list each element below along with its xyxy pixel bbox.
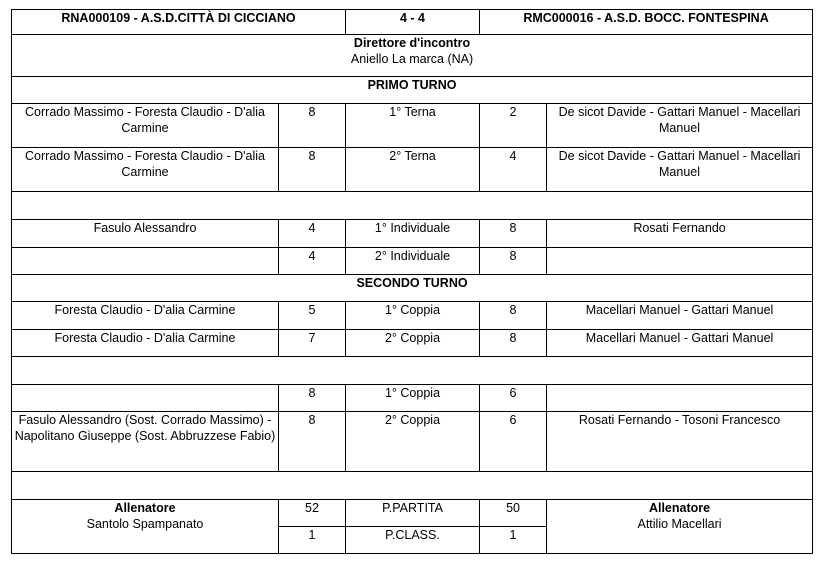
away-score: 8 xyxy=(480,248,547,275)
home-score: 4 xyxy=(279,248,346,275)
home-players xyxy=(12,385,279,412)
away-players xyxy=(547,385,813,412)
away-players xyxy=(547,248,813,275)
away-score: 2 xyxy=(480,104,547,148)
home-score: 5 xyxy=(279,302,346,330)
home-players: Corrado Massimo - Foresta Claudio - D'alia Carmine xyxy=(12,148,279,192)
home-players: Corrado Massimo - Foresta Claudio - D'alia Carmine xyxy=(12,104,279,148)
spacer-cell xyxy=(12,472,813,500)
game-type: 2° Individuale xyxy=(346,248,480,275)
home-players: Fasulo Alessandro (Sost. Corrado Massimo) - Napolitano Giuseppe (Sost. Abbruzzese Fabio) xyxy=(12,412,279,472)
first-round-title-row xyxy=(12,77,813,104)
class-label: P.CLASS. xyxy=(346,527,480,554)
away-coach-name: Attilio Macellari xyxy=(637,517,722,531)
home-score: 7 xyxy=(279,330,346,357)
game-type: 1° Individuale xyxy=(346,220,480,248)
spacer-cell xyxy=(12,192,813,220)
header-row xyxy=(12,10,813,35)
game-type: 2° Terna xyxy=(346,148,480,192)
away-score: 6 xyxy=(480,412,547,472)
game-type: 1° Coppia xyxy=(346,302,480,330)
home-coach-label: Allenatore xyxy=(114,501,176,515)
spacer-row xyxy=(12,357,813,385)
home-players: Fasulo Alessandro xyxy=(12,220,279,248)
away-team: RMC000016 - A.S.D. BOCC. FONTESPINA xyxy=(480,10,813,35)
home-coach-name: Santolo Spampanato xyxy=(86,517,204,531)
footer-row xyxy=(12,500,813,527)
away-players: Macellari Manuel - Gattari Manuel xyxy=(547,302,813,330)
away-players: Rosati Fernando xyxy=(547,220,813,248)
table-row xyxy=(12,412,813,472)
away-score: 8 xyxy=(480,330,547,357)
home-team: RNA000109 - A.S.D.CITTÀ DI CICCIANO xyxy=(12,10,346,35)
table-row xyxy=(12,302,813,330)
home-players: Foresta Claudio - D'alia Carmine xyxy=(12,302,279,330)
home-score: 4 xyxy=(279,220,346,248)
away-score: 6 xyxy=(480,385,547,412)
home-score: 8 xyxy=(279,385,346,412)
first-round-title: PRIMO TURNO xyxy=(12,77,813,104)
home-score: 8 xyxy=(279,412,346,472)
away-coach-label: Allenatore xyxy=(648,501,711,515)
director-cell xyxy=(12,35,813,77)
game-type: 1° Coppia xyxy=(346,385,480,412)
home-players xyxy=(12,248,279,275)
away-score: 4 xyxy=(480,148,547,192)
table-row xyxy=(12,220,813,248)
director-name: Aniello La marca (NA) xyxy=(350,52,474,66)
partita-label: P.PARTITA xyxy=(346,500,480,527)
table-row xyxy=(12,104,813,148)
away-coach-cell xyxy=(547,500,813,554)
away-players: De sicot Davide - Gattari Manuel - Macellari Manuel xyxy=(547,104,813,148)
game-type: 2° Coppia xyxy=(346,330,480,357)
away-players: Rosati Fernando - Tosoni Francesco xyxy=(547,412,813,472)
spacer-cell xyxy=(12,357,813,385)
game-type: 2° Coppia xyxy=(346,412,480,472)
game-type: 1° Terna xyxy=(346,104,480,148)
final-score: 4 - 4 xyxy=(346,10,480,35)
match-report-table xyxy=(11,9,813,554)
away-score: 8 xyxy=(480,302,547,330)
second-round-title-row xyxy=(12,275,813,302)
away-partita-points: 50 xyxy=(480,500,547,527)
home-score: 8 xyxy=(279,148,346,192)
spacer-row xyxy=(12,192,813,220)
home-score: 8 xyxy=(279,104,346,148)
table-row xyxy=(12,385,813,412)
table-row xyxy=(12,330,813,357)
home-partita-points: 52 xyxy=(279,500,346,527)
spacer-row xyxy=(12,472,813,500)
away-class-points: 1 xyxy=(480,527,547,554)
director-row xyxy=(12,35,813,77)
home-class-points: 1 xyxy=(279,527,346,554)
home-coach-cell xyxy=(12,500,279,554)
table-row xyxy=(12,248,813,275)
second-round-title: SECONDO TURNO xyxy=(12,275,813,302)
table-row xyxy=(12,148,813,192)
away-players: De sicot Davide - Gattari Manuel - Macellari Manuel xyxy=(547,148,813,192)
away-score: 8 xyxy=(480,220,547,248)
away-players: Macellari Manuel - Gattari Manuel xyxy=(547,330,813,357)
director-label: Direttore d'incontro xyxy=(353,36,471,50)
home-players: Foresta Claudio - D'alia Carmine xyxy=(12,330,279,357)
